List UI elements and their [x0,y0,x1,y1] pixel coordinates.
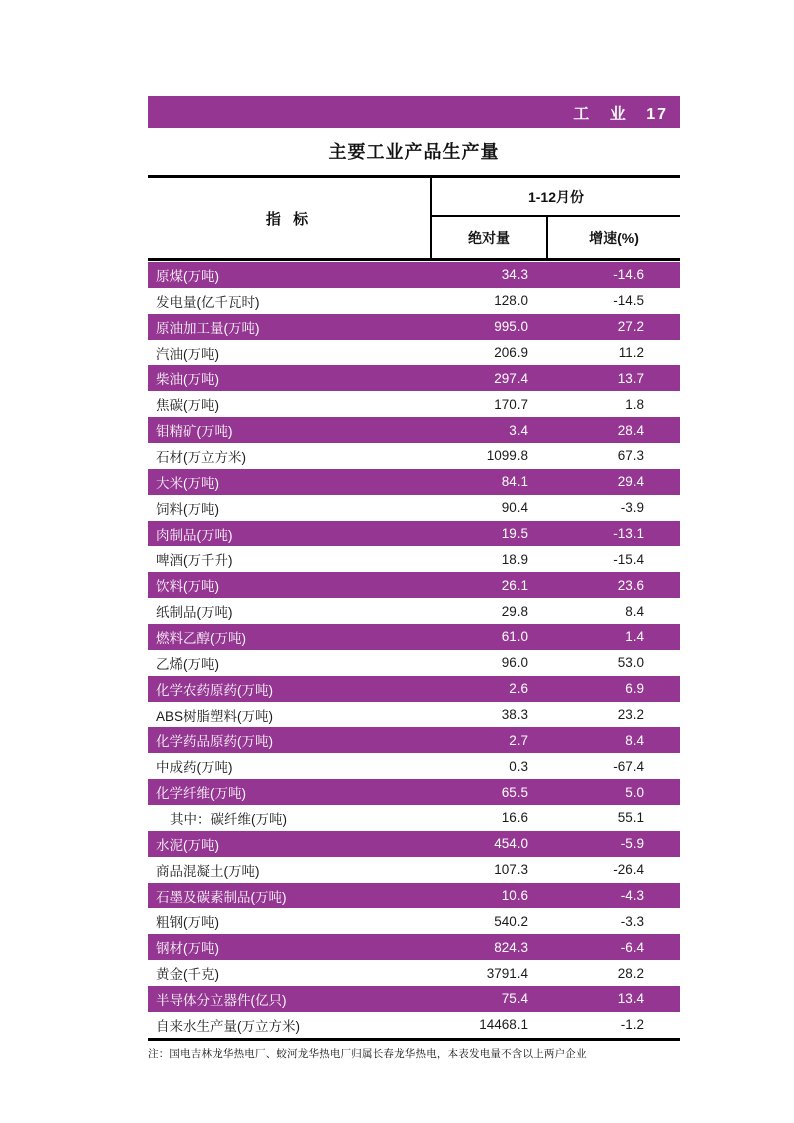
row-indicator: ABS树脂塑料(万吨) [156,708,274,724]
table-row [148,624,680,650]
table-row [148,702,680,728]
header-cell-growth: 增速(%) [589,229,639,246]
row-absolute-value: 16.6 [501,810,528,826]
row-growth-value: 29.4 [617,474,644,490]
table-row [148,417,680,443]
row-indicator: 纸制品(万吨) [156,605,233,621]
row-absolute-value: 84.1 [501,474,528,490]
section-header-bar [148,96,680,128]
table-row [148,650,680,676]
row-growth-value: 53.0 [617,655,644,671]
row-absolute-value: 107.3 [494,862,528,878]
row-growth-value: 6.9 [625,681,644,697]
row-growth-value: 28.2 [617,965,644,981]
row-growth-value: 1.4 [625,629,644,645]
row-absolute-value: 170.7 [494,396,528,412]
row-indicator: 石材(万立方米) [156,449,246,465]
row-absolute-value: 38.3 [501,707,528,723]
header-period-group [432,178,680,258]
row-growth-value: 55.1 [617,810,644,826]
header-cell-period: 1-12月份 [432,178,680,217]
table-row [148,805,680,831]
row-indicator: 饮料(万吨) [156,579,219,595]
footnote: 注：国电吉林龙华热电厂、蛟河龙华热电厂归属长春龙华热电，本表发电量不含以上两户企业 [148,1048,587,1060]
row-absolute-value: 3791.4 [486,965,528,981]
row-absolute-value: 65.5 [501,784,528,800]
table-row [148,572,680,598]
row-indicator: 钢材(万吨) [156,941,219,957]
row-growth-value: -14.5 [613,293,644,309]
header-subrow [432,217,680,258]
row-indicator: 水泥(万吨) [156,837,219,853]
table-row [148,314,680,340]
table-body [148,262,680,1041]
row-indicator: 发电量(亿千瓦时) [156,294,260,310]
row-absolute-value: 454.0 [494,836,528,852]
header-cell-absolute: 绝对量 [432,217,548,258]
row-growth-value: 28.4 [617,422,644,438]
row-indicator: 化学药品原药(万吨) [156,734,273,750]
row-growth-value: 5.0 [625,784,644,800]
row-growth-value: 13.7 [617,370,644,386]
row-indicator: 自来水生产量(万立方米) [156,1018,300,1034]
row-absolute-value: 3.4 [509,422,528,438]
row-indicator: 粗钢(万吨) [156,915,219,931]
row-growth-value: -5.9 [620,836,644,852]
row-growth-value: 8.4 [625,603,644,619]
table-row [148,883,680,909]
row-growth-value: -6.4 [620,939,644,955]
table-row [148,262,680,288]
row-growth-value: 13.4 [617,991,644,1007]
row-growth-value: -14.6 [613,267,644,283]
section-header-label: 工 业 17 [573,105,668,123]
row-absolute-value: 540.2 [494,913,528,929]
table-row [148,521,680,547]
table-row [148,469,680,495]
table-row [148,546,680,572]
row-absolute-value: 995.0 [494,319,528,335]
row-growth-value: -1.2 [620,1017,644,1033]
row-growth-value: -3.3 [620,913,644,929]
row-indicator: 钼精矿(万吨) [156,424,233,440]
row-growth-value: -13.1 [613,526,644,542]
table-row [148,753,680,779]
row-absolute-value: 14468.1 [479,1017,528,1033]
row-indicator: 原油加工量(万吨) [156,320,260,336]
row-absolute-value: 61.0 [501,629,528,645]
row-absolute-value: 18.9 [501,551,528,567]
row-growth-value: -4.3 [620,888,644,904]
row-indicator: 黄金(千克) [156,967,219,983]
row-indicator: 石墨及碳素制品(万吨) [156,889,287,905]
row-indicator: 化学纤维(万吨) [156,786,246,802]
table-row [148,779,680,805]
table-row [148,365,680,391]
row-indicator: 半导体分立器件(亿只) [156,992,287,1008]
table-row [148,934,680,960]
row-absolute-value: 75.4 [501,991,528,1007]
row-growth-value: 23.2 [617,707,644,723]
row-growth-value: -67.4 [613,758,644,774]
table-row [148,391,680,417]
table-header [148,175,680,261]
row-indicator: 肉制品(万吨) [156,527,233,543]
row-indicator: 大米(万吨) [156,475,219,491]
row-absolute-value: 26.1 [501,577,528,593]
row-absolute-value: 1099.8 [486,448,528,464]
table-row [148,1012,680,1038]
row-indicator: 原煤(万吨) [156,268,219,284]
table-row [148,831,680,857]
table-row [148,986,680,1012]
row-indicator: 商品混凝土(万吨) [156,863,260,879]
row-indicator: 中成药(万吨) [156,760,233,776]
header-cell-indicator: 指 标 [148,178,432,258]
row-growth-value: 11.2 [618,345,644,360]
row-absolute-value: 10.6 [501,888,528,904]
row-absolute-value: 29.8 [501,603,528,619]
row-indicator: 饲料(万吨) [156,501,219,517]
table-row [148,908,680,934]
row-absolute-value: 206.9 [494,345,528,360]
row-indicator: 焦碳(万吨) [156,398,219,414]
table-row [148,676,680,702]
row-indicator: 其中：碳纤维(万吨) [170,811,287,827]
table-row [148,443,680,469]
row-indicator: 啤酒(万千升) [156,553,233,569]
row-growth-value: -3.9 [620,500,644,516]
row-growth-value: -26.4 [613,862,644,878]
row-absolute-value: 297.4 [494,370,528,386]
row-growth-value: 27.2 [617,319,644,335]
row-absolute-value: 824.3 [494,939,528,955]
row-absolute-value: 0.3 [509,758,528,774]
row-absolute-value: 19.5 [501,526,528,542]
table-row [148,727,680,753]
row-growth-value: -15.4 [613,551,644,567]
row-indicator: 燃料乙醇(万吨) [156,630,246,646]
row-growth-value: 23.6 [617,577,644,593]
row-growth-value: 8.4 [625,732,644,748]
table-row [148,288,680,314]
row-indicator: 化学农药原药(万吨) [156,682,273,698]
row-absolute-value: 128.0 [494,293,528,309]
table-row [148,960,680,986]
row-absolute-value: 34.3 [501,267,528,283]
row-absolute-value: 2.7 [509,732,528,748]
row-growth-value: 67.3 [617,448,644,464]
row-indicator: 乙烯(万吨) [156,656,219,672]
page-title: 主要工业产品生产量 [328,142,500,162]
table-row [148,598,680,624]
row-indicator: 柴油(万吨) [156,372,219,388]
row-absolute-value: 2.6 [509,681,528,697]
table-row [148,495,680,521]
row-absolute-value: 96.0 [501,655,528,671]
table-row [148,857,680,883]
table-row [148,340,680,366]
row-indicator: 汽油(万吨) [156,346,219,362]
row-absolute-value: 90.4 [501,500,528,516]
row-growth-value: 1.8 [625,396,644,412]
